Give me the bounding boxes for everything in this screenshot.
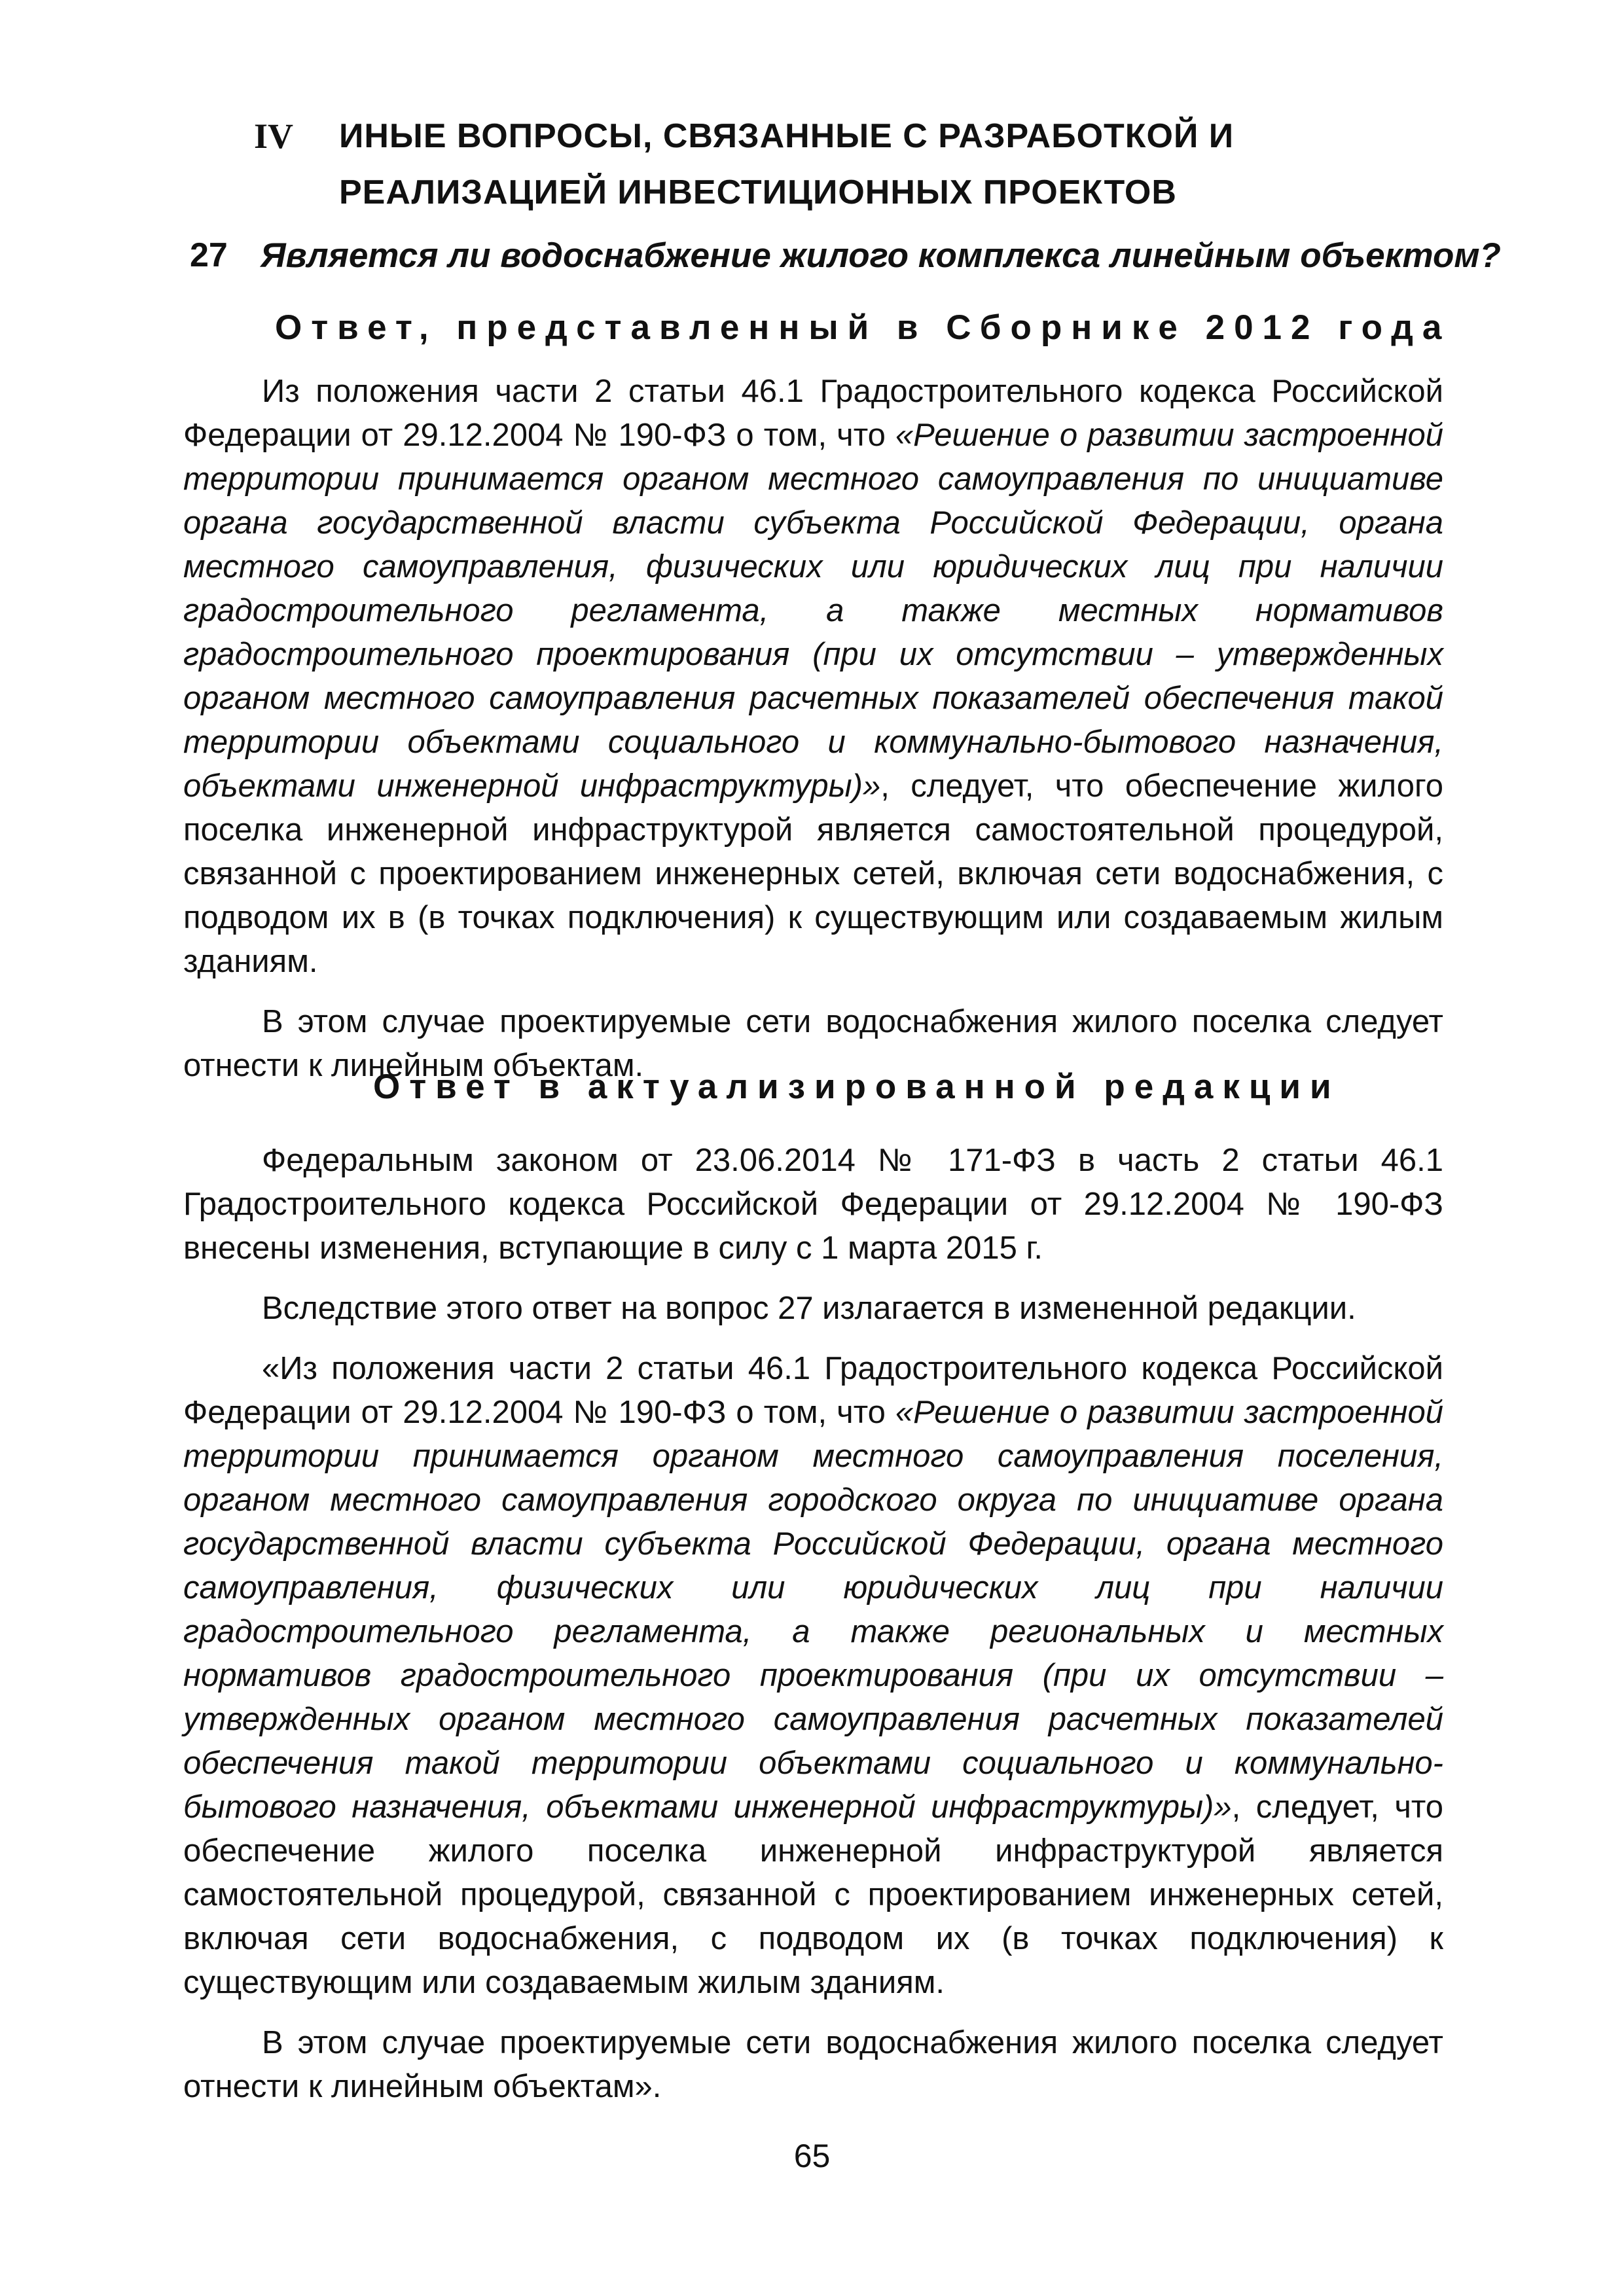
answer-updated-paragraph-4: В этом случае проектируемые сети водоснабжения жилого поселка следует отнести к линейным объектам». (183, 2025, 1443, 2104)
page-number: 65 (793, 2138, 831, 2174)
answer-updated-paragraph-2: Вследствие этого ответ на вопрос 27 излагается в измененной редакции. (262, 1291, 1356, 1326)
answer-updated-p3-rest: , следует, что обеспечение жилого поселка инженерной инфраструктурой является самостоятельной процедурой, связанной с проектированием инженерных сетей, включая сети водоснабжения, с подводом их (в точках подключения) к существующим или создаваемым жилым зданиям. (183, 1789, 1443, 2000)
answer-updated-heading: Ответ в актуализированной редакции (373, 1067, 1341, 1106)
answer-updated-paragraph-1: Федеральным законом от 23.06.2014 № 171-ФЗ в часть 2 статьи 46.1 Градостроительного кодекса Российской Федерации от 29.12.2004 № 190-ФЗ внесены изменения, вступающие в силу с 1 марта 2015 г. (183, 1143, 1443, 1266)
answer-2012-p1-intro: Из положения части 2 статьи 46.1 Градостроительного кодекса Российской Федерации от 29.12.2004 № 190-ФЗ о том, что (183, 374, 1443, 453)
question-number: 27 (190, 236, 228, 274)
answer-2012-paragraph-2: В этом случае проектируемые сети водоснабжения жилого поселка следует отнести к линейным объектам. (183, 1004, 1443, 1083)
answer-2012-body (183, 370, 1443, 1088)
answer-2012-heading: Ответ, представленный в Сборнике 2012 года (275, 308, 1451, 347)
question-text: Является ли водоснабжение жилого комплекса линейным объектом? (261, 236, 1501, 275)
answer-updated-paragraph-3 (183, 1347, 1443, 2005)
section-title: ИНЫЕ ВОПРОСЫ, СВЯЗАННЫЕ С РАЗРАБОТКОЙ И РЕАЛИЗАЦИЕЙ ИНВЕСТИЦИОННЫХ ПРОЕКТОВ (339, 117, 1235, 211)
answer-updated-body (183, 1139, 1443, 2109)
answer-updated-p3-intro: «Из положения части 2 статьи 46.1 Градостроительного кодекса Российской Федерации от 29.12.2004 № 190-ФЗ о том, что (183, 1351, 1443, 1430)
answer-2012-p1-rest: , следует, что обеспечение жилого поселка инженерной инфраструктурой является самостоятельной процедурой, связанной с проектированием инженерных сетей, включая сети водоснабжения, с подводом их в (в точках подключения) к существующим или создаваемым жилым зданиям. (183, 768, 1443, 979)
answer-2012-paragraph-1 (183, 370, 1443, 984)
answer-2012-p1-quote: «Решение о развитии застроенной территории принимается органом местного самоуправления по инициативе органа государственной власти субъекта Российской Федерации, органа местного самоуправления, физических или юридических лиц при наличии градостроительного регламента, а также местных нормативов градостроительного проектирования (при их отсутствии – утвержденных органом местного самоуправления расчетных показателей обеспечения такой территории объектами социального и коммунально-бытового назначения, объектами инженерной инфраструктуры)» (183, 418, 1444, 804)
answer-updated-p3-quote: «Решение о развитии застроенной территории принимается органом местного самоуправления поселения, органом местного самоуправления городского округа по инициативе органа государственной власти субъекта Российской Федерации, органа местного самоуправления, физических или юридических лиц при наличии градостроительного регламента, а также региональных и местных нормативов градостроительного проектирования (при их отсутствии – утвержденных органом местного самоуправления расчетных показателей обеспечения такой территории объектами социального и коммунально-бытового назначения, объектами инженерной инфраструктуры)» (183, 1395, 1444, 1825)
section-number: IV (254, 117, 294, 156)
